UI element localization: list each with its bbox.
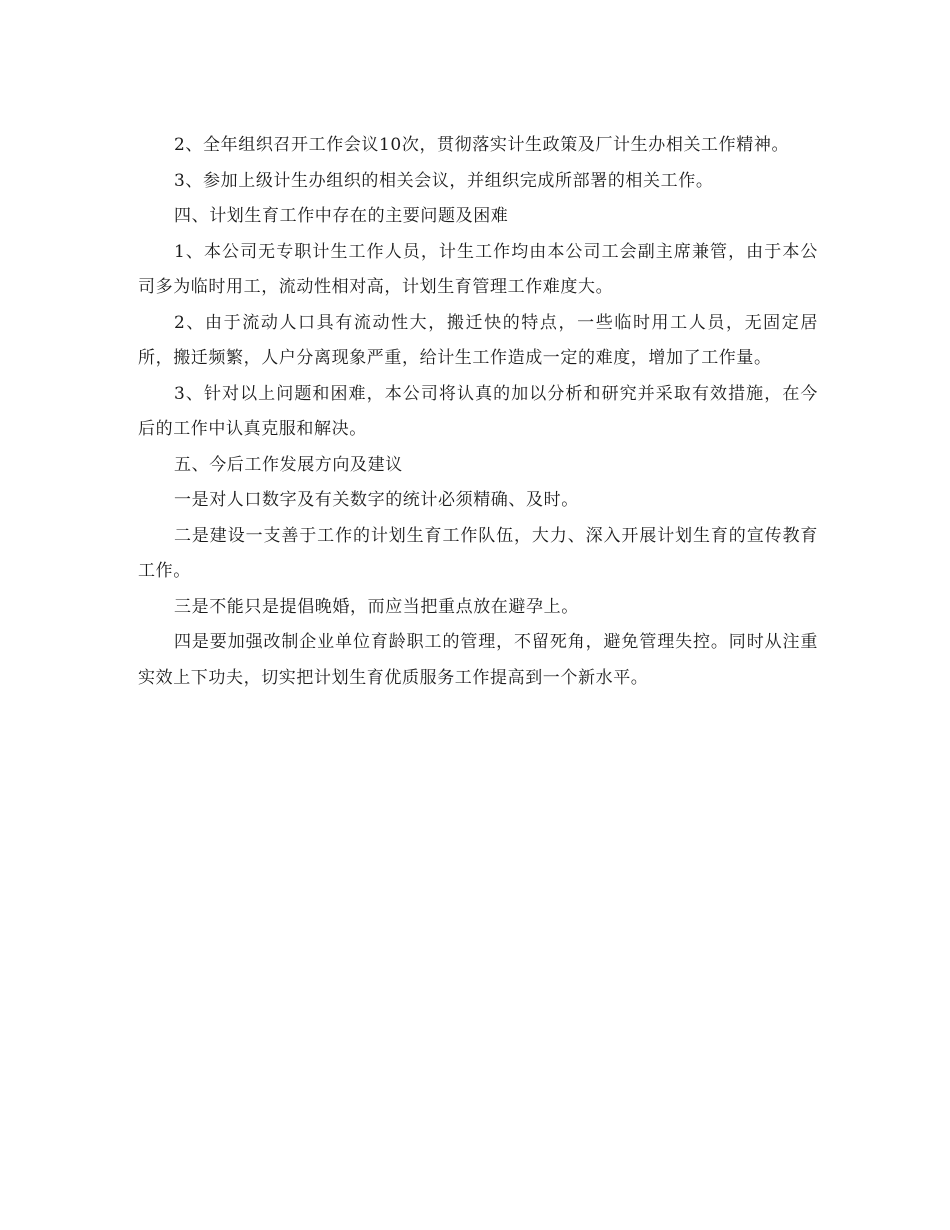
paragraph-suggestion-team: 二是建设一支善于工作的计划生育工作队伍，大力、深入开展计划生育的宣传教育工作。 [138, 525, 818, 581]
paragraph-meetings-held: 2、全年组织召开工作会议10次，贯彻落实计生政策及厂计生办相关工作精神。 [174, 135, 790, 155]
paragraph-suggestion-statistics: 一是对人口数字及有关数字的统计必须精确、及时。 [174, 490, 579, 510]
paragraph-suggestion-management: 四是要加强改制企业单位育龄职工的管理，不留死角，避免管理失控。同时从注重实效上下功夫，切实把计划生育优质服务工作提高到一个新水平。 [138, 632, 818, 688]
paragraph-problem-mobility: 2、由于流动人口具有流动性大，搬迁快的特点，一些临时用工人员，无固定居所，搬迁频繁，人户分离现象严重，给计生工作造成一定的难度，增加了工作量。 [138, 312, 818, 368]
section-heading-suggestions: 五、今后工作发展方向及建议 [174, 454, 403, 475]
section-heading-problems: 四、计划生育工作中存在的主要问题及困难 [174, 206, 509, 226]
paragraph-higher-level-meetings: 3、参加上级计生办组织的相关会议，并组织完成所部署的相关工作。 [174, 170, 714, 191]
document-body [138, 128, 818, 696]
paragraph-problem-measures: 3、针对以上问题和困难，本公司将认真的加以分析和研究并采取有效措施，在今后的工作中认真克服和解决。 [138, 383, 818, 439]
paragraph-problem-staffing: 1、本公司无专职计生工作人员，计生工作均由本公司工会副主席兼管，由于本公司多为临时用工，流动性相对高，计划生育管理工作难度大。 [138, 241, 818, 297]
paragraph-suggestion-contraception: 三是不能只是提倡晚婚，而应当把重点放在避孕上。 [174, 596, 579, 617]
